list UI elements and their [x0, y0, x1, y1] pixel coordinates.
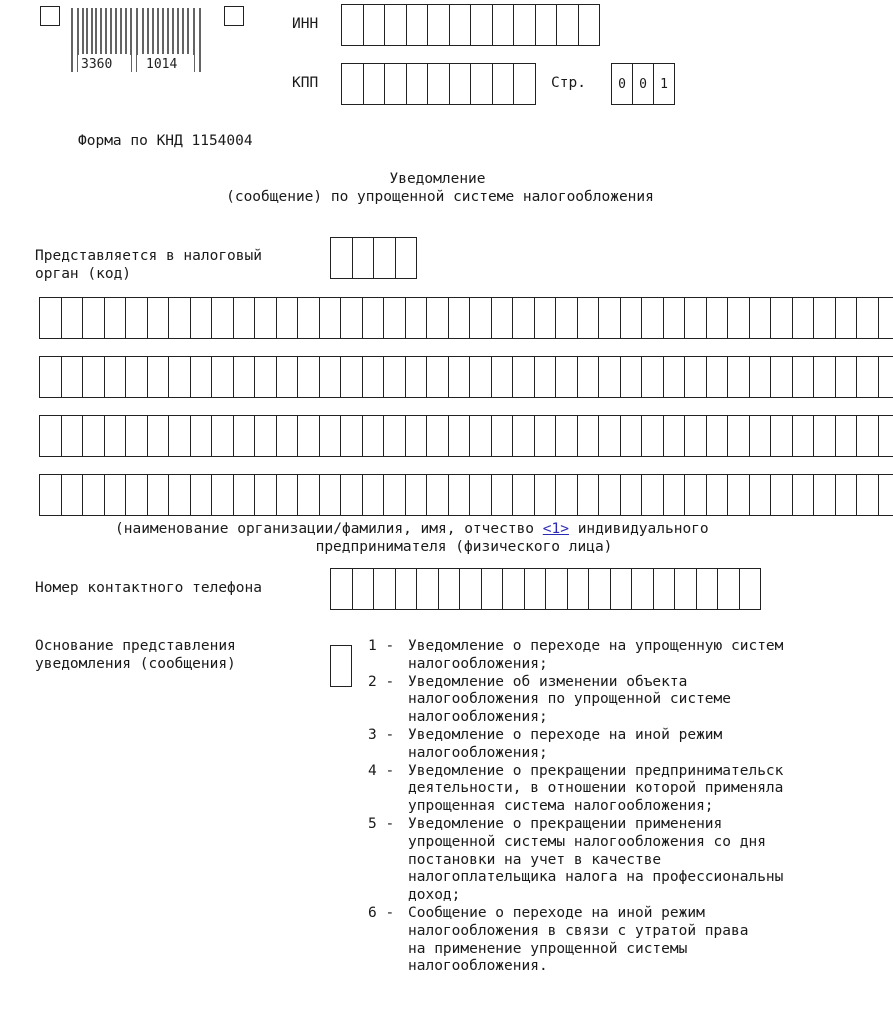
organization-name-cell[interactable] [234, 416, 256, 456]
tax-authority-code-cell[interactable] [396, 238, 418, 278]
kpp-cell[interactable] [493, 64, 515, 104]
basis-code-cell[interactable] [331, 646, 352, 686]
form-title: Уведомление [389, 171, 486, 187]
organization-name-cell[interactable] [277, 357, 299, 397]
phone-cell[interactable] [632, 569, 654, 609]
organization-name-cell[interactable] [599, 357, 621, 397]
page-label: Стр. [551, 75, 586, 91]
organization-name-cell[interactable] [363, 357, 385, 397]
organization-name-cell[interactable] [685, 475, 707, 515]
organization-name-cell[interactable] [513, 475, 535, 515]
inn-cell[interactable] [514, 5, 536, 45]
phone-cell[interactable] [718, 569, 740, 609]
basis-option-number [368, 709, 408, 727]
organization-name-cell[interactable] [750, 357, 772, 397]
organization-name-row[interactable] [39, 474, 893, 516]
basis-option-text: налогообложения; [408, 709, 548, 726]
organization-name-cell[interactable] [62, 357, 84, 397]
organization-name-cell[interactable] [427, 298, 449, 338]
basis-option-text: Уведомление о прекращении предпринимательск [408, 762, 784, 779]
organization-name-cell[interactable] [341, 357, 363, 397]
kpp-cell[interactable] [385, 64, 407, 104]
organization-name-cell[interactable] [105, 357, 127, 397]
organization-name-cell[interactable] [449, 475, 471, 515]
phone-cell[interactable] [396, 569, 418, 609]
organization-name-cell[interactable] [277, 416, 299, 456]
basis-option-line [368, 834, 893, 852]
organization-name-cell[interactable] [793, 475, 815, 515]
inn-cell[interactable] [407, 5, 429, 45]
basis-option-line [368, 780, 893, 798]
organization-name-cell[interactable] [707, 357, 729, 397]
organization-name-cell[interactable] [298, 475, 320, 515]
organization-name-cell[interactable] [857, 416, 879, 456]
phone-field[interactable] [330, 568, 761, 610]
corner-marker-right [224, 6, 244, 26]
organization-name-cell[interactable] [449, 357, 471, 397]
organization-name-cell[interactable] [105, 298, 127, 338]
organization-name-cell[interactable] [191, 357, 213, 397]
organization-name-cell[interactable] [879, 416, 893, 456]
basis-option-text: налогообложения; [408, 655, 548, 672]
organization-name-cell[interactable] [750, 298, 772, 338]
organization-name-cell[interactable] [621, 357, 643, 397]
organization-name-cell[interactable] [234, 298, 256, 338]
organization-name-cell[interactable] [62, 298, 84, 338]
organization-name-cell[interactable] [191, 298, 213, 338]
organization-name-cell[interactable] [427, 475, 449, 515]
organization-name-cell[interactable] [771, 298, 793, 338]
organization-name-cell[interactable] [513, 416, 535, 456]
tax-authority-code-cell[interactable] [353, 238, 375, 278]
organization-name-cell[interactable] [621, 416, 643, 456]
organization-name-cell[interactable] [728, 416, 750, 456]
phone-cell[interactable] [654, 569, 676, 609]
organization-name-cell[interactable] [406, 416, 428, 456]
organization-name-cell[interactable] [212, 475, 234, 515]
name-caption-text: (наименование организации/фамилия, имя, отчество [115, 521, 543, 537]
organization-name-cell[interactable] [492, 416, 514, 456]
basis-option-line [368, 674, 893, 692]
basis-option-number [368, 869, 408, 887]
inn-cell[interactable] [364, 5, 386, 45]
organization-name-cell[interactable] [621, 475, 643, 515]
phone-cell[interactable] [697, 569, 719, 609]
footnote-link[interactable]: <1> [542, 521, 569, 537]
organization-name-cell[interactable] [879, 298, 893, 338]
organization-name-cell[interactable] [578, 357, 600, 397]
organization-name-cell[interactable] [599, 475, 621, 515]
phone-cell[interactable] [460, 569, 482, 609]
organization-name-cell[interactable] [879, 475, 893, 515]
organization-name-cell[interactable] [535, 298, 557, 338]
basis-option-text: на применение упрощенной системы [408, 940, 688, 957]
organization-name-cell[interactable] [148, 298, 170, 338]
organization-name-cell[interactable] [836, 475, 858, 515]
basis-option-number [368, 887, 408, 905]
basis-option-line [368, 727, 893, 745]
organization-name-cell[interactable] [255, 298, 277, 338]
organization-name-cell[interactable] [212, 416, 234, 456]
organization-name-cell[interactable] [836, 298, 858, 338]
organization-name-cell[interactable] [255, 357, 277, 397]
organization-name-cell[interactable] [771, 357, 793, 397]
basis-option-text: Уведомление об изменении объекта [408, 673, 688, 690]
organization-name-cell[interactable] [750, 475, 772, 515]
organization-name-cell[interactable] [62, 416, 84, 456]
organization-name-cell[interactable] [126, 416, 148, 456]
organization-name-cell[interactable] [234, 357, 256, 397]
organization-name-cell[interactable] [836, 357, 858, 397]
organization-name-cell[interactable] [148, 475, 170, 515]
kpp-cell[interactable] [364, 64, 386, 104]
basis-option-text: Сообщение о переходе на иной режим [408, 904, 705, 921]
basis-label-line2: уведомления (сообщения) [35, 656, 236, 672]
organization-name-cell[interactable] [255, 475, 277, 515]
organization-name-cell[interactable] [169, 298, 191, 338]
page-number-field [611, 63, 675, 105]
organization-name-cell[interactable] [449, 298, 471, 338]
organization-name-row[interactable] [39, 297, 893, 339]
phone-cell[interactable] [503, 569, 525, 609]
phone-cell[interactable] [353, 569, 375, 609]
organization-name-cell[interactable] [707, 298, 729, 338]
basis-options-list [368, 638, 893, 976]
basis-option-line [368, 852, 893, 870]
organization-name-cell[interactable] [363, 475, 385, 515]
organization-name-cell[interactable] [427, 416, 449, 456]
organization-name-cell[interactable] [664, 357, 686, 397]
organization-name-cell[interactable] [513, 357, 535, 397]
organization-name-cell[interactable] [83, 357, 105, 397]
organization-name-cell[interactable] [599, 298, 621, 338]
basis-option-number [368, 798, 408, 816]
organization-name-cell[interactable] [341, 298, 363, 338]
basis-option-text: упрощенная система налогообложения; [408, 798, 714, 815]
organization-name-cell[interactable] [642, 298, 664, 338]
organization-name-cell[interactable] [105, 475, 127, 515]
basis-option-line [368, 638, 893, 656]
organization-name-row[interactable] [39, 356, 893, 398]
organization-name-cell[interactable] [363, 416, 385, 456]
organization-name-cell[interactable] [857, 475, 879, 515]
phone-cell[interactable] [546, 569, 568, 609]
organization-name-cell[interactable] [470, 357, 492, 397]
organization-name-cell[interactable] [836, 416, 858, 456]
organization-name-cell[interactable] [642, 416, 664, 456]
basis-option-line [368, 905, 893, 923]
basis-code-field[interactable] [330, 645, 352, 687]
page-digit: 0 [633, 64, 654, 104]
organization-name-cell[interactable] [814, 357, 836, 397]
organization-name-cell[interactable] [857, 298, 879, 338]
organization-name-cell[interactable] [664, 298, 686, 338]
basis-option-number [368, 958, 408, 976]
organization-name-cell[interactable] [578, 298, 600, 338]
organization-name-cell[interactable] [341, 475, 363, 515]
organization-name-cell[interactable] [535, 475, 557, 515]
basis-option-number: 4 - [368, 762, 395, 779]
organization-name-cell[interactable] [556, 416, 578, 456]
kpp-field[interactable] [341, 63, 536, 105]
phone-cell[interactable] [374, 569, 396, 609]
inn-cell[interactable] [342, 5, 364, 45]
kpp-cell[interactable] [407, 64, 429, 104]
organization-name-cell[interactable] [298, 357, 320, 397]
basis-option-text: деятельности, в отношении которой применяла [408, 780, 784, 797]
barcode-number-left: 3360 [81, 57, 113, 72]
organization-name-cell[interactable] [621, 298, 643, 338]
organization-name-cell[interactable] [814, 416, 836, 456]
tax-authority-code-field[interactable] [330, 237, 417, 279]
organization-name-cell[interactable] [384, 357, 406, 397]
organization-name-cell[interactable] [277, 475, 299, 515]
organization-name-cell[interactable] [578, 475, 600, 515]
basis-option-number: 3 - [368, 726, 395, 743]
page-digit: 0 [612, 64, 633, 104]
organization-name-cell[interactable] [384, 416, 406, 456]
inn-cell[interactable] [493, 5, 515, 45]
organization-name-cell[interactable] [793, 357, 815, 397]
organization-name-cell[interactable] [234, 475, 256, 515]
basis-option-number: 2 - [368, 673, 395, 690]
basis-option-number [368, 923, 408, 941]
organization-name-cell[interactable] [728, 475, 750, 515]
basis-option-line [368, 691, 893, 709]
basis-option-text: Уведомление о переходе на иной режим [408, 726, 723, 743]
organization-name-cell[interactable] [492, 357, 514, 397]
basis-option-number [368, 691, 408, 709]
organization-name-cell[interactable] [255, 416, 277, 456]
basis-option-number: 5 - [368, 815, 395, 832]
kpp-cell[interactable] [428, 64, 450, 104]
phone-cell[interactable] [331, 569, 353, 609]
organization-name-cell[interactable] [728, 357, 750, 397]
basis-option-number: 1 - [368, 638, 395, 654]
basis-option-text: доход; [408, 887, 461, 904]
organization-name-cell[interactable] [449, 416, 471, 456]
organization-name-cell[interactable] [406, 475, 428, 515]
organization-name-cell[interactable] [470, 298, 492, 338]
basis-option-number [368, 745, 408, 763]
organization-name-cell[interactable] [212, 357, 234, 397]
basis-option-line [368, 745, 893, 763]
inn-field[interactable] [341, 4, 600, 46]
organization-name-cell[interactable] [212, 298, 234, 338]
basis-option-line [368, 798, 893, 816]
organization-name-cell[interactable] [406, 357, 428, 397]
organization-name-cell[interactable] [556, 475, 578, 515]
organization-name-cell[interactable] [793, 298, 815, 338]
basis-option-text: налогообложения. [408, 958, 548, 975]
inn-cell[interactable] [536, 5, 558, 45]
organization-name-cell[interactable] [126, 298, 148, 338]
tax-authority-code-cell[interactable] [374, 238, 396, 278]
organization-name-cell[interactable] [750, 416, 772, 456]
organization-name-cell[interactable] [664, 475, 686, 515]
basis-option-line [368, 923, 893, 941]
organization-name-cell[interactable] [642, 357, 664, 397]
organization-name-cell[interactable] [298, 298, 320, 338]
inn-cell[interactable] [557, 5, 579, 45]
basis-option-number: 6 - [368, 904, 395, 921]
kpp-cell[interactable] [450, 64, 472, 104]
basis-option-number [368, 656, 408, 674]
organization-name-cell[interactable] [277, 298, 299, 338]
organization-name-cell[interactable] [191, 416, 213, 456]
form-subtitle: (сообщение) по упрощенной системе налогообложения [226, 189, 654, 205]
inn-cell[interactable] [471, 5, 493, 45]
organization-name-cell[interactable] [814, 298, 836, 338]
organization-name-cell[interactable] [599, 416, 621, 456]
kpp-cell[interactable] [514, 64, 536, 104]
basis-option-text: Уведомление о прекращении применения [408, 815, 723, 832]
barcode [68, 8, 218, 74]
basis-option-text: налогообложения; [408, 744, 548, 761]
barcode-number-right: 1014 [146, 57, 178, 72]
organization-name-cell[interactable] [148, 357, 170, 397]
organization-name-cell[interactable] [126, 357, 148, 397]
basis-option-text: упрощенной системы налогообложения со дня [408, 833, 766, 850]
organization-name-cell[interactable] [857, 357, 879, 397]
organization-name-cell[interactable] [406, 298, 428, 338]
inn-cell[interactable] [428, 5, 450, 45]
organization-name-cell[interactable] [556, 357, 578, 397]
phone-cell[interactable] [740, 569, 762, 609]
basis-option-line [368, 887, 893, 905]
basis-option-text: Уведомление о переходе на упрощенную систем [408, 638, 784, 654]
organization-name-cell[interactable] [320, 416, 342, 456]
organization-name-cell[interactable] [879, 357, 893, 397]
organization-name-cell[interactable] [642, 475, 664, 515]
phone-cell[interactable] [525, 569, 547, 609]
organization-name-cell[interactable] [320, 298, 342, 338]
organization-name-cell[interactable] [298, 416, 320, 456]
phone-cell[interactable] [417, 569, 439, 609]
organization-name-cell[interactable] [83, 475, 105, 515]
phone-cell[interactable] [589, 569, 611, 609]
basis-option-number [368, 852, 408, 870]
corner-marker-left [40, 6, 60, 26]
basis-option-line [368, 763, 893, 781]
kpp-label: КПП [292, 75, 319, 91]
organization-name-cell[interactable] [40, 416, 62, 456]
organization-name-cell[interactable] [707, 416, 729, 456]
organization-name-cell[interactable] [470, 416, 492, 456]
organization-name-cell[interactable] [578, 416, 600, 456]
organization-name-cell[interactable] [320, 357, 342, 397]
organization-name-cell[interactable] [320, 475, 342, 515]
organization-name-cell[interactable] [685, 298, 707, 338]
organization-name-cell[interactable] [40, 357, 62, 397]
basis-option-text: налогоплательщика налога на профессиональны [408, 869, 784, 886]
basis-option-text: налогообложения в связи с утратой права [408, 922, 749, 939]
basis-option-line [368, 869, 893, 887]
organization-name-cell[interactable] [191, 475, 213, 515]
organization-name-cell[interactable] [492, 298, 514, 338]
organization-name-cell[interactable] [707, 475, 729, 515]
basis-option-number [368, 780, 408, 798]
basis-option-text: налогообложения по упрощенной системе [408, 691, 732, 708]
organization-name-cell[interactable] [341, 416, 363, 456]
organization-name-cell[interactable] [513, 298, 535, 338]
organization-name-cell[interactable] [105, 416, 127, 456]
organization-name-cell[interactable] [793, 416, 815, 456]
name-caption-text-end: индивидуального [568, 521, 709, 537]
basis-option-number [368, 941, 408, 959]
organization-name-cell[interactable] [427, 357, 449, 397]
inn-cell[interactable] [579, 5, 601, 45]
organization-name-cell[interactable] [664, 416, 686, 456]
basis-option-line [368, 941, 893, 959]
organization-name-cell[interactable] [169, 357, 191, 397]
basis-option-number [368, 834, 408, 852]
name-caption-line2: предпринимателя (физического лица) [315, 539, 613, 555]
organization-name-cell[interactable] [384, 475, 406, 515]
organization-name-cell[interactable] [470, 475, 492, 515]
inn-cell[interactable] [385, 5, 407, 45]
organization-name-cell[interactable] [62, 475, 84, 515]
organization-name-cell[interactable] [40, 475, 62, 515]
organization-name-cell[interactable] [771, 475, 793, 515]
organization-name-cell[interactable] [126, 475, 148, 515]
phone-label: Номер контактного телефона [35, 580, 262, 596]
tax-authority-label-line2: орган (код) [35, 266, 132, 282]
phone-cell[interactable] [568, 569, 590, 609]
tax-authority-label: Представляется в налоговый [35, 248, 262, 264]
inn-label: ИНН [292, 16, 319, 32]
organization-name-cell[interactable] [771, 416, 793, 456]
kpp-cell[interactable] [471, 64, 493, 104]
basis-option-line [368, 958, 893, 976]
organization-name-cell[interactable] [169, 475, 191, 515]
organization-name-cell[interactable] [384, 298, 406, 338]
organization-name-cell[interactable] [148, 416, 170, 456]
organization-name-cell[interactable] [556, 298, 578, 338]
organization-name-cell[interactable] [40, 298, 62, 338]
form-knd: Форма по КНД 1154004 [78, 133, 253, 149]
tax-authority-code-cell[interactable] [331, 238, 353, 278]
organization-name-cell[interactable] [83, 416, 105, 456]
organization-name-cell[interactable] [728, 298, 750, 338]
organization-name-cell[interactable] [169, 416, 191, 456]
phone-cell[interactable] [611, 569, 633, 609]
basis-option-text: постановки на учет в качестве [408, 851, 662, 868]
organization-name-cell[interactable] [535, 357, 557, 397]
organization-name-cell[interactable] [685, 357, 707, 397]
phone-cell[interactable] [439, 569, 461, 609]
organization-name-cell[interactable] [814, 475, 836, 515]
organization-name-cell[interactable] [363, 298, 385, 338]
kpp-cell[interactable] [342, 64, 364, 104]
organization-name-cell[interactable] [492, 475, 514, 515]
organization-name-cell[interactable] [535, 416, 557, 456]
basis-option-line [368, 709, 893, 727]
basis-option-line [368, 656, 893, 674]
organization-name-row[interactable] [39, 415, 893, 457]
organization-name-cell[interactable] [685, 416, 707, 456]
basis-option-line [368, 816, 893, 834]
phone-cell[interactable] [675, 569, 697, 609]
phone-cell[interactable] [482, 569, 504, 609]
inn-cell[interactable] [450, 5, 472, 45]
basis-label: Основание представления [35, 638, 236, 654]
page-digit: 1 [654, 64, 675, 104]
organization-name-cell[interactable] [83, 298, 105, 338]
name-caption [115, 521, 709, 537]
